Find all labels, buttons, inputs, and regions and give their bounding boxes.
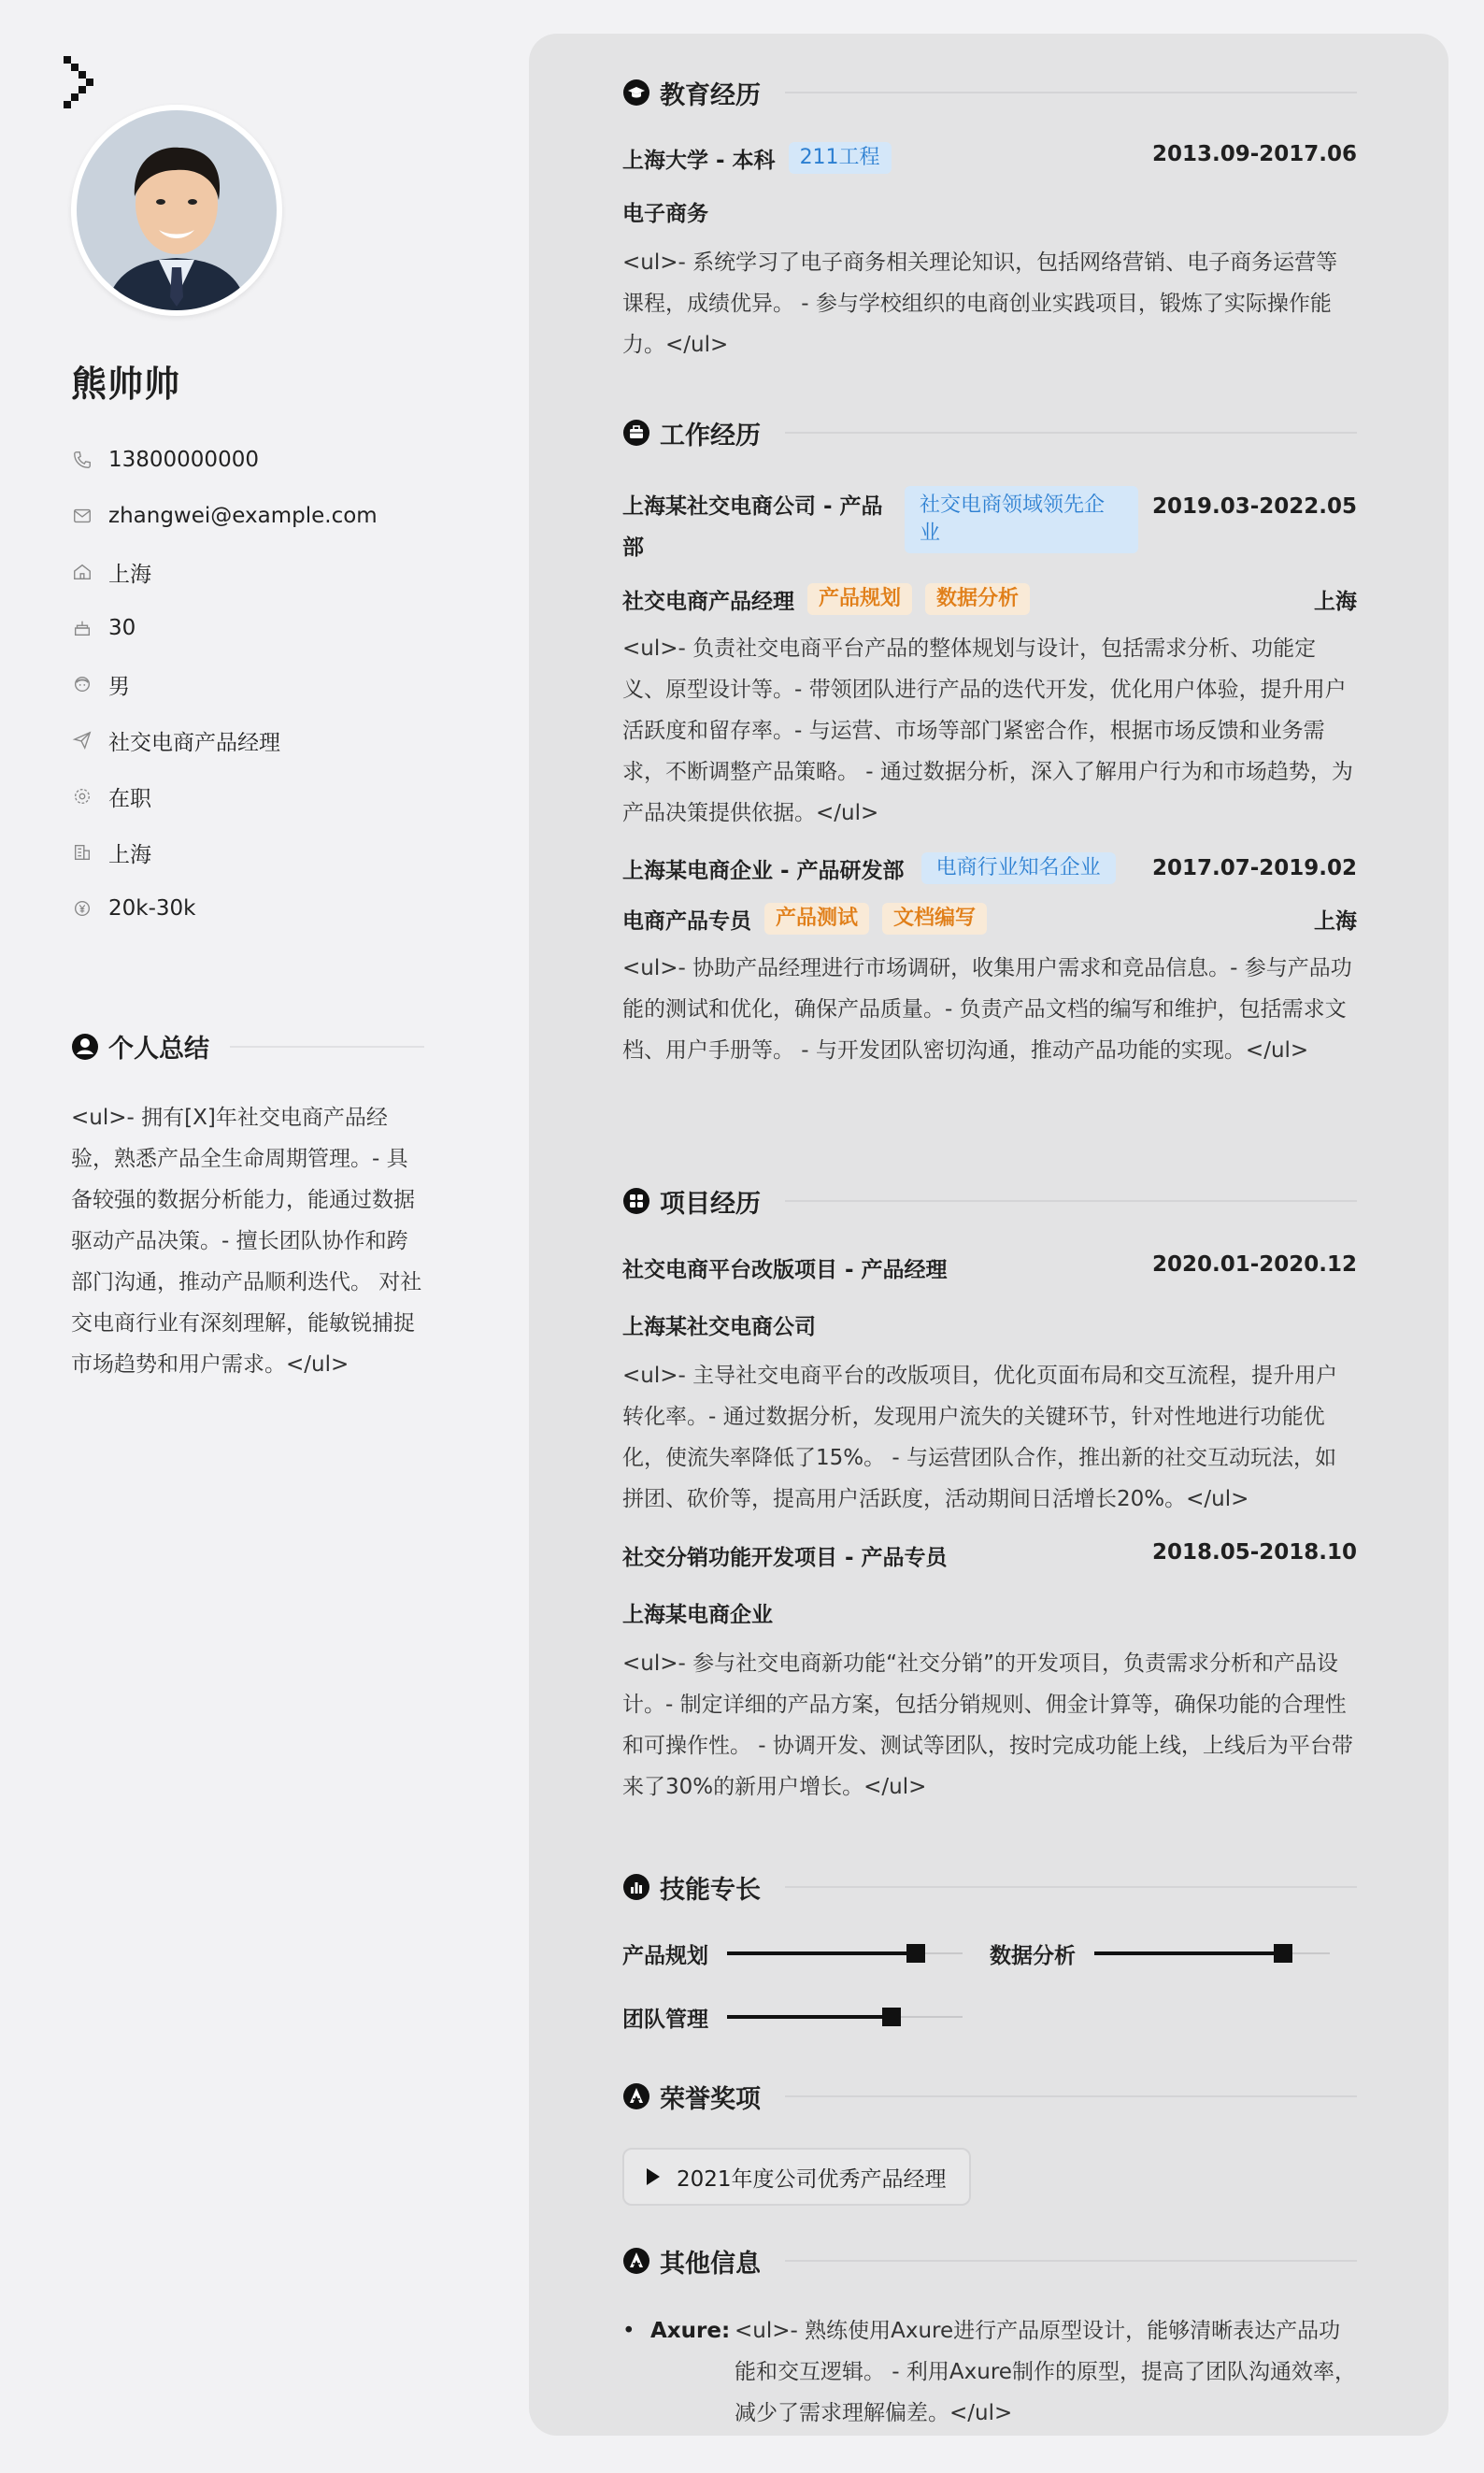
info-location: [71, 544, 464, 600]
work-title: 工作经历: [660, 421, 761, 450]
bullet-icon: •: [622, 2319, 635, 2343]
info-status: [71, 768, 464, 824]
info-value: 上海: [108, 562, 151, 587]
project-description: <ul>- 主导社交电商平台的改版项目，优化页面布局和交互流程，提升用户转化率。- 通过数据分析，发现用户流失的关键环节，针对性地进行功能优化，使流失率降低了15%。 - 与运营团队合作，推出新的社交互动玩法，如拼团、砍价等，提高用户活跃度，活动期间日活增长20%。</ul>: [622, 1364, 1338, 1511]
other-value: <ul>- 熟练使用Axure进行产品原型设计，能够清晰表达产品功能和交互逻辑。 - 利用Axure制作的原型，提高了团队沟通效率，减少了需求理解偏差。</ul>: [735, 2319, 1356, 2425]
project-entry-header: [622, 1540, 1357, 1571]
mail-icon: [71, 505, 93, 527]
education-section-header: [622, 71, 1357, 114]
company-name: 上海某社交电商公司 - 产品部: [622, 494, 883, 560]
project-org: 上海某社交电商公司: [622, 1315, 816, 1339]
graduation-cap-icon: [622, 79, 650, 107]
work-section: [622, 411, 1357, 1071]
work-entry-header: [622, 852, 1357, 884]
info-age: [71, 600, 464, 656]
info-email: [71, 488, 464, 544]
summary-title: 个人总结: [108, 1035, 209, 1064]
skill-item: [622, 1935, 990, 1972]
briefcase-icon: [622, 419, 650, 447]
education-title: 教育经历: [660, 80, 761, 110]
skill-level-bar: [727, 2016, 963, 2018]
info-value: 在职: [108, 786, 151, 811]
summary-text: <ul>- 拥有[X]年社交电商产品经验，熟悉产品全生命周期管理。- 具备较强的数据分析能力，能通过数据驱动产品决策。- 擅长团队协作和跨部门沟通，推动产品顺利迭代。 对社交电商行业有深刻理解，能敏锐捕捉市场趋势和用户需求。</ul>: [71, 1106, 422, 1377]
award-label: 2021年度公司优秀产品经理: [677, 2166, 947, 2192]
info-city: [71, 824, 464, 880]
role-tag: 产品规划: [807, 583, 912, 615]
education-major: 电子商务: [622, 202, 708, 226]
building-icon: [71, 841, 93, 864]
work-description: <ul>- 协助产品经理进行市场调研，收集用户需求和竞品信息。- 参与产品功能的测试和优化，确保产品质量。- 负责产品文档的编写和维护，包括需求文档、用户手册等。 - 与开发团队密切沟通，推动产品功能的实现。</ul>: [622, 956, 1352, 1063]
divider: [785, 92, 1357, 93]
info-value: 13800000000: [108, 448, 259, 472]
skill-level-knob: [1274, 1944, 1292, 1963]
skill-level-knob: [882, 2008, 901, 2026]
divider: [785, 2260, 1357, 2262]
education-description: <ul>- 系统学习了电子商务相关理论知识，包括网络营销、电子商务运营等课程，成绩优异。 - 参与学校组织的电商创业实践项目，锻炼了实际操作能力。</ul>: [622, 250, 1338, 357]
awards-section: [622, 2075, 1357, 2206]
profile-name: 熊帅帅: [71, 364, 181, 405]
education-entry-header: [622, 142, 1357, 174]
projects-section: [622, 1179, 1357, 1808]
divider: [785, 1200, 1357, 1202]
project-entry: [622, 1540, 1357, 1808]
caret-right-icon: [647, 2168, 660, 2185]
award-icon: [622, 2082, 650, 2110]
sidebar: [0, 0, 529, 2473]
info-phone: [71, 432, 464, 488]
work-description: <ul>- 负责社交电商平台产品的整体规划与设计，包括需求分析、功能定义、原型设计等。- 带领团队进行产品的迭代开发，优化用户体验，提升用户活跃度和留存率。- 与运营、市场等部门紧密合作，根据市场反馈和业务需求，不断调整产品策略。 - 通过数据分析，深入了解用户行为和市场趋势，为产品决策提供依据。</ul>: [622, 636, 1353, 825]
other-title: 其他信息: [660, 2249, 761, 2279]
project-org: 上海某电商企业: [622, 1603, 773, 1627]
awards-section-header: [622, 2075, 1357, 2118]
phone-icon: [71, 449, 93, 471]
divider: [785, 2095, 1357, 2097]
company-tag: 电商行业知名企业: [921, 852, 1116, 884]
skill-name: 数据分析: [990, 1943, 1076, 1968]
company-tag: 社交电商领域领先企业: [905, 486, 1138, 553]
skill-level-knob: [906, 1944, 925, 1963]
work-date: 2019.03-2022.05: [1151, 494, 1357, 519]
info-value: 上海: [108, 842, 151, 867]
project-description: <ul>- 参与社交电商新功能“社交分销”的开发项目，负责需求分析和产品设计。- 制定详细的产品方案，包括分销规则、佣金计算等，确保功能的合理性和可操作性。 - 协调开发、测试等团队，按时完成功能上线，上线后为平台带来了30%的新用户增长。</ul>: [622, 1651, 1353, 1799]
work-entry: [622, 852, 1357, 1071]
award-item[interactable]: [622, 2148, 971, 2206]
info-position: [71, 712, 464, 768]
info-salary: [71, 880, 464, 936]
avatar-photo: [77, 110, 277, 310]
work-city: 上海: [1314, 908, 1357, 934]
school-name: 上海大学 - 本科: [622, 148, 776, 173]
info-value: 30: [108, 616, 136, 640]
education-section: [622, 71, 1357, 365]
gender-icon: [71, 673, 93, 695]
work-section-header: [622, 411, 1357, 454]
skill-item: [990, 1935, 1357, 1972]
projects-title: 项目经历: [660, 1189, 761, 1219]
user-circle-icon: [71, 1033, 99, 1061]
work-city: 上海: [1314, 589, 1357, 614]
avatar: [71, 105, 282, 316]
work-role: 社交电商产品经理: [622, 589, 794, 614]
other-section: [622, 2239, 1357, 2434]
info-value: 男: [108, 674, 130, 699]
education-date: 2013.09-2017.06: [1151, 142, 1357, 166]
salary-icon: [71, 897, 93, 920]
work-role-row: [622, 903, 1357, 935]
skill-level-bar: [1094, 1952, 1330, 1954]
skill-name: 团队管理: [622, 2007, 708, 2032]
info-value: 社交电商产品经理: [108, 730, 280, 755]
work-role-row: [622, 583, 1357, 615]
contact-info-list: [71, 432, 464, 936]
skills-section: [622, 1865, 1357, 2036]
project-date: 2020.01-2020.12: [1151, 1252, 1357, 1277]
skill-level-bar: [727, 1952, 963, 1954]
project-entry-header: [622, 1252, 1357, 1283]
skills-title: 技能专长: [660, 1875, 761, 1905]
logo-icon: [62, 54, 95, 110]
project-entry: [622, 1252, 1357, 1520]
work-date: 2017.07-2019.02: [1151, 856, 1357, 880]
other-key: Axure:: [650, 2319, 731, 2343]
cake-icon: [71, 617, 93, 639]
skills-row: [622, 1998, 1357, 2036]
skills-section-header: [622, 1865, 1357, 1908]
other-section-header: [622, 2239, 1357, 2282]
work-entry: [622, 486, 1357, 834]
send-icon: [71, 729, 93, 751]
awards-title: 荣誉奖项: [660, 2084, 761, 2114]
work-entry-header: [622, 486, 1357, 568]
projects-section-header: [622, 1179, 1357, 1222]
project-name: 社交分销功能开发项目 - 产品专员: [622, 1546, 948, 1570]
company-name: 上海某电商企业 - 产品研发部: [622, 858, 905, 883]
divider: [785, 432, 1357, 434]
skill-item: [622, 1998, 1001, 2036]
status-icon: [71, 785, 93, 808]
skills-row: [622, 1935, 1357, 1972]
project-date: 2018.05-2018.10: [1151, 1540, 1357, 1565]
work-role: 电商产品专员: [622, 908, 751, 934]
info-gender: [71, 656, 464, 712]
info-badge-icon: [622, 2247, 650, 2275]
project-name: 社交电商平台改版项目 - 产品经理: [622, 1258, 948, 1282]
role-tag: 数据分析: [925, 583, 1030, 615]
other-item: [622, 2310, 1357, 2434]
resume-main-card: [529, 34, 1448, 2436]
award-list: [622, 2148, 1357, 2206]
grid-icon: [622, 1187, 650, 1215]
school-tag: 211工程: [789, 142, 892, 174]
role-tag: 产品测试: [764, 903, 869, 935]
info-value: zhangwei@example.com: [108, 504, 378, 528]
summary-section-header: [71, 1028, 424, 1065]
divider: [785, 1886, 1357, 1888]
role-tag: 文档编写: [882, 903, 987, 935]
divider: [230, 1046, 424, 1048]
bar-chart-icon: [622, 1873, 650, 1901]
info-value: 20k-30k: [108, 896, 196, 921]
skill-name: 产品规划: [622, 1943, 708, 1968]
home-icon: [71, 561, 93, 583]
